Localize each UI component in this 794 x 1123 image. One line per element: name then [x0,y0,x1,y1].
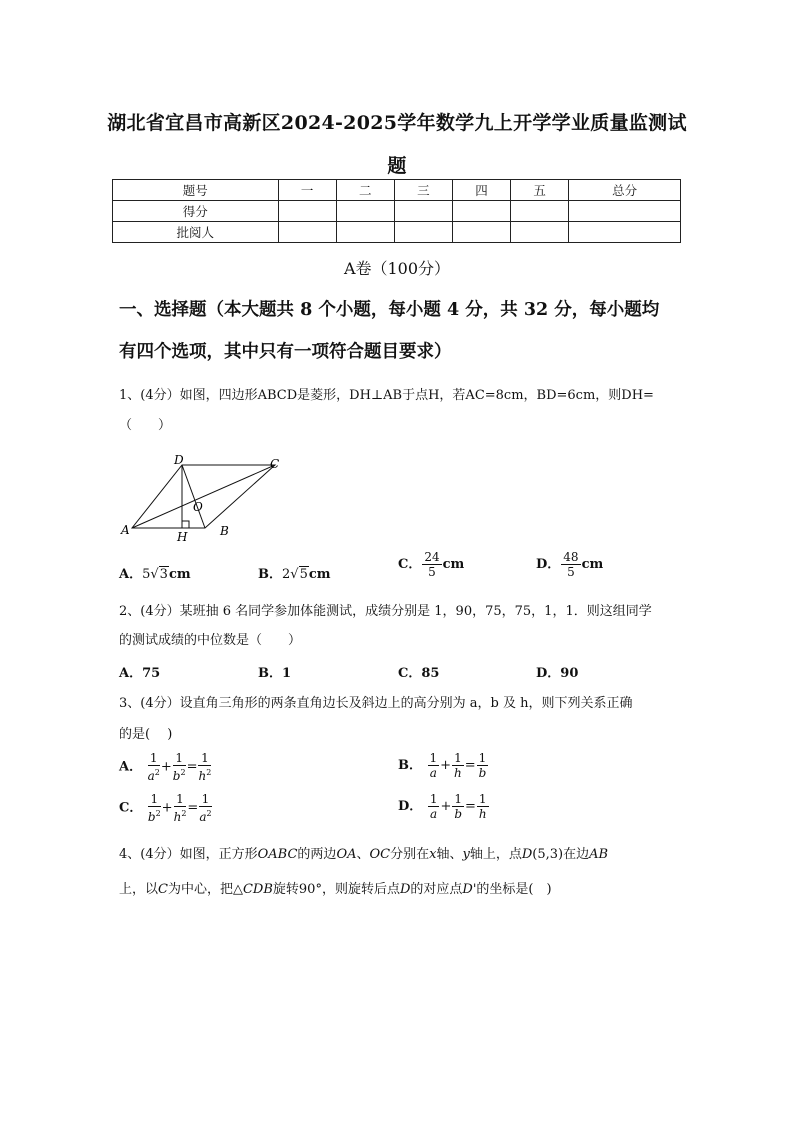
q3-option-b[interactable]: B． $\frac{1}{a}$ + $\frac{1}{h}$ = $\frac{1}{b}$ [398,751,487,780]
label-o: O [193,500,203,514]
q1-option-d[interactable]: D． $\frac{48}{5}$ cm [536,550,604,579]
header-cell: 五 [511,180,569,201]
section1-heading-line2: 有四个选项，其中只有一项符合题目要求） [119,342,452,362]
q3-option-a[interactable]: A． $\frac{1}{a^2}$ + $\frac{1}{b^2}$ = $\frac{1}{h^2}$ [119,751,212,783]
grader-cell[interactable] [569,222,681,243]
header-cell: 一 [278,180,336,201]
label-h: H [177,530,188,544]
label-c: C [270,457,280,471]
q1-text-line1: 1、(4分）如图，四边形ABCD是菱形，DH⊥AB于点H，若AC=8cm，BD=6cm，则DH= [119,388,654,403]
score-table-header-row [113,180,681,201]
diagonal-bd [182,465,205,528]
q2-option-a[interactable]: A．75 [119,666,161,681]
q3-option-c[interactable]: C． $\frac{1}{b^2}$ + $\frac{1}{h^2}$ = $\frac{1}{a^2}$ [119,792,212,824]
exam-title-line1: 湖北省宜昌市高新区2024-2025学年数学九上开学学业质量监测试 [107,112,687,134]
score-cell[interactable] [452,201,510,222]
q3-option-d[interactable]: D． $\frac{1}{a}$ + $\frac{1}{b}$ = $\frac{1}{h}$ [398,792,487,821]
score-cell[interactable] [569,201,681,222]
label-d: D [174,453,184,467]
score-cell[interactable] [394,201,452,222]
grader-cell[interactable] [394,222,452,243]
q1-option-b[interactable]: B．2√5cm [258,567,331,582]
q1-text-line2: （ ） [119,418,172,433]
grader-row [113,222,681,243]
section1-heading-line1: 一、选择题（本大题共 8 个小题，每小题 4 分，共 32 分，每小题均 [119,300,660,320]
grader-cell[interactable] [452,222,510,243]
q3-text-line1: 3、(4分）设直角三角形的两条直角边长及斜边上的高分别为 a，b 及 h，则下列关系正确 [119,696,633,711]
header-cell: 三 [394,180,452,201]
header-cell: 四 [452,180,510,201]
q1-option-c[interactable]: C． $\frac{24}{5}$ cm [398,550,465,579]
q2-text-line2: 的测试成绩的中位数是（ ） [119,633,302,648]
score-table [112,179,681,243]
rhombus-figure [110,448,300,548]
q2-option-c[interactable]: C．85 [398,666,440,681]
label-b: B [220,524,229,538]
exam-title-line2: 题 [387,155,407,177]
q2-text-line1: 2、(4分）某班抽 6 名同学参加体能测试，成绩分别是 1，90，75，75，1，1．则这组同学 [119,604,652,619]
q3-text-line2: 的是( ) [119,727,173,742]
q1-option-a[interactable]: A．5√3cm [119,567,191,582]
header-cell: 二 [336,180,394,201]
volume-heading: A卷（100分） [343,259,451,278]
label-a: A [121,523,130,537]
row-label: 得分 [113,201,279,222]
header-cell: 总分 [569,180,681,201]
score-row [113,201,681,222]
score-cell[interactable] [336,201,394,222]
row-label: 批阅人 [113,222,279,243]
score-cell[interactable] [278,201,336,222]
q2-option-d[interactable]: D．90 [536,666,579,681]
q4-text-line2: 上，以C为中心，把△CDB旋转90°，则旋转后点D的对应点D'的坐标是( ) [119,882,552,897]
grader-cell[interactable] [511,222,569,243]
score-cell[interactable] [511,201,569,222]
grader-cell[interactable] [336,222,394,243]
diagonal-ac [132,465,275,528]
right-angle-mark [182,521,189,528]
q4-text-line1: 4、(4分）如图，正方形OABC的两边OA、OC分别在x轴、y轴上，点D(5,3)在边AB [119,847,609,862]
grader-cell[interactable] [278,222,336,243]
header-cell: 题号 [113,180,279,201]
q2-option-b[interactable]: B．1 [258,666,292,681]
